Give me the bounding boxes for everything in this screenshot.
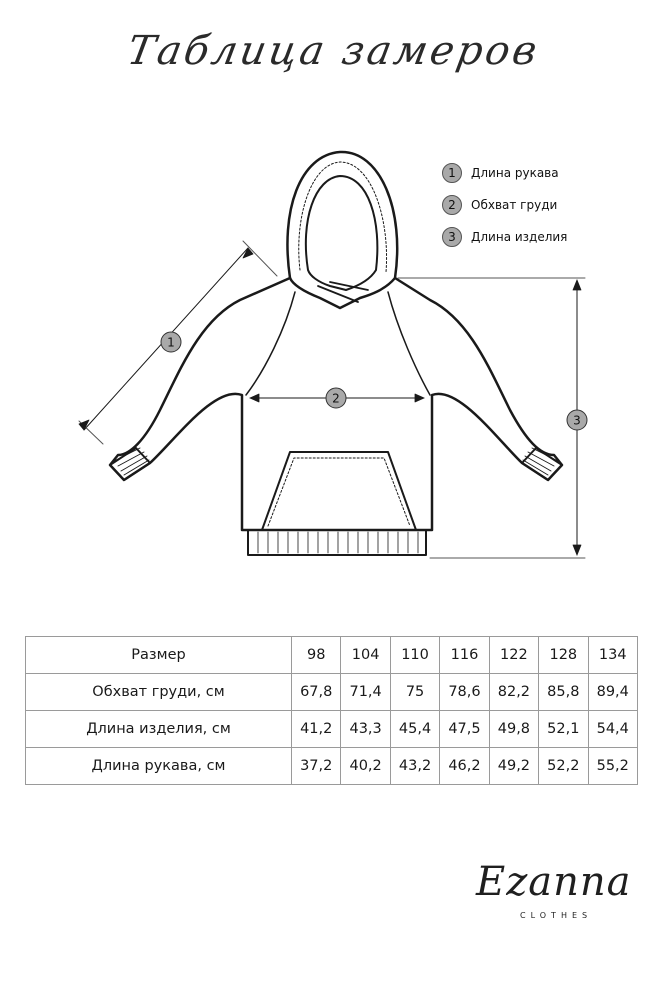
table-cell: 40,2 <box>341 748 390 785</box>
page-title: Таблица замеров <box>123 28 544 74</box>
table-cell: 85,8 <box>539 674 588 711</box>
table-row <box>26 748 638 785</box>
svg-text:2: 2 <box>332 391 340 406</box>
legend-label: Длина изделия <box>471 230 568 244</box>
size-table <box>25 636 638 785</box>
legend-number: 1 <box>442 163 462 183</box>
table-cell: 98 <box>292 637 341 674</box>
legend-item-sleeve <box>442 157 567 189</box>
waistband <box>248 530 426 555</box>
legend-item-length <box>442 221 567 253</box>
table-cell: 52,2 <box>539 748 588 785</box>
table-cell: 37,2 <box>292 748 341 785</box>
table-cell: 75 <box>390 674 439 711</box>
legend-label: Обхват груди <box>471 198 558 212</box>
table-cell: 67,8 <box>292 674 341 711</box>
table-row-label: Длина рукава, см <box>26 748 292 785</box>
table-cell: 54,4 <box>588 711 637 748</box>
table-cell: 128 <box>539 637 588 674</box>
table-cell: 52,1 <box>539 711 588 748</box>
legend <box>442 157 567 253</box>
table-cell: 45,4 <box>390 711 439 748</box>
table-cell: 78,6 <box>440 674 489 711</box>
svg-text:1: 1 <box>167 335 175 350</box>
table-cell: 134 <box>588 637 637 674</box>
brand-subtitle: CLOTHES <box>520 911 593 920</box>
table-cell: 46,2 <box>440 748 489 785</box>
pocket <box>262 452 416 530</box>
brand-name: Ezanna <box>476 859 632 905</box>
table-cell: 47,5 <box>440 711 489 748</box>
legend-label: Длина рукава <box>471 166 559 180</box>
hood-opening <box>306 176 378 290</box>
table-row-label: Размер <box>26 637 292 674</box>
brand-logo <box>468 855 638 935</box>
table-cell: 49,8 <box>489 711 538 748</box>
table-cell: 43,3 <box>341 711 390 748</box>
table-row <box>26 711 638 748</box>
table-cell: 71,4 <box>341 674 390 711</box>
table-cell: 116 <box>440 637 489 674</box>
legend-item-chest <box>442 189 567 221</box>
table-cell: 89,4 <box>588 674 637 711</box>
table-row-label: Длина изделия, см <box>26 711 292 748</box>
legend-number: 2 <box>442 195 462 215</box>
table-cell: 55,2 <box>588 748 637 785</box>
table-cell: 82,2 <box>489 674 538 711</box>
table-cell: 122 <box>489 637 538 674</box>
svg-text:3: 3 <box>573 413 581 428</box>
table-header-row <box>26 637 638 674</box>
table-cell: 49,2 <box>489 748 538 785</box>
table-row-label: Обхват груди, см <box>26 674 292 711</box>
table-cell: 41,2 <box>292 711 341 748</box>
table-cell: 110 <box>390 637 439 674</box>
table-row <box>26 674 638 711</box>
table-cell: 104 <box>341 637 390 674</box>
legend-number: 3 <box>442 227 462 247</box>
table-cell: 43,2 <box>390 748 439 785</box>
